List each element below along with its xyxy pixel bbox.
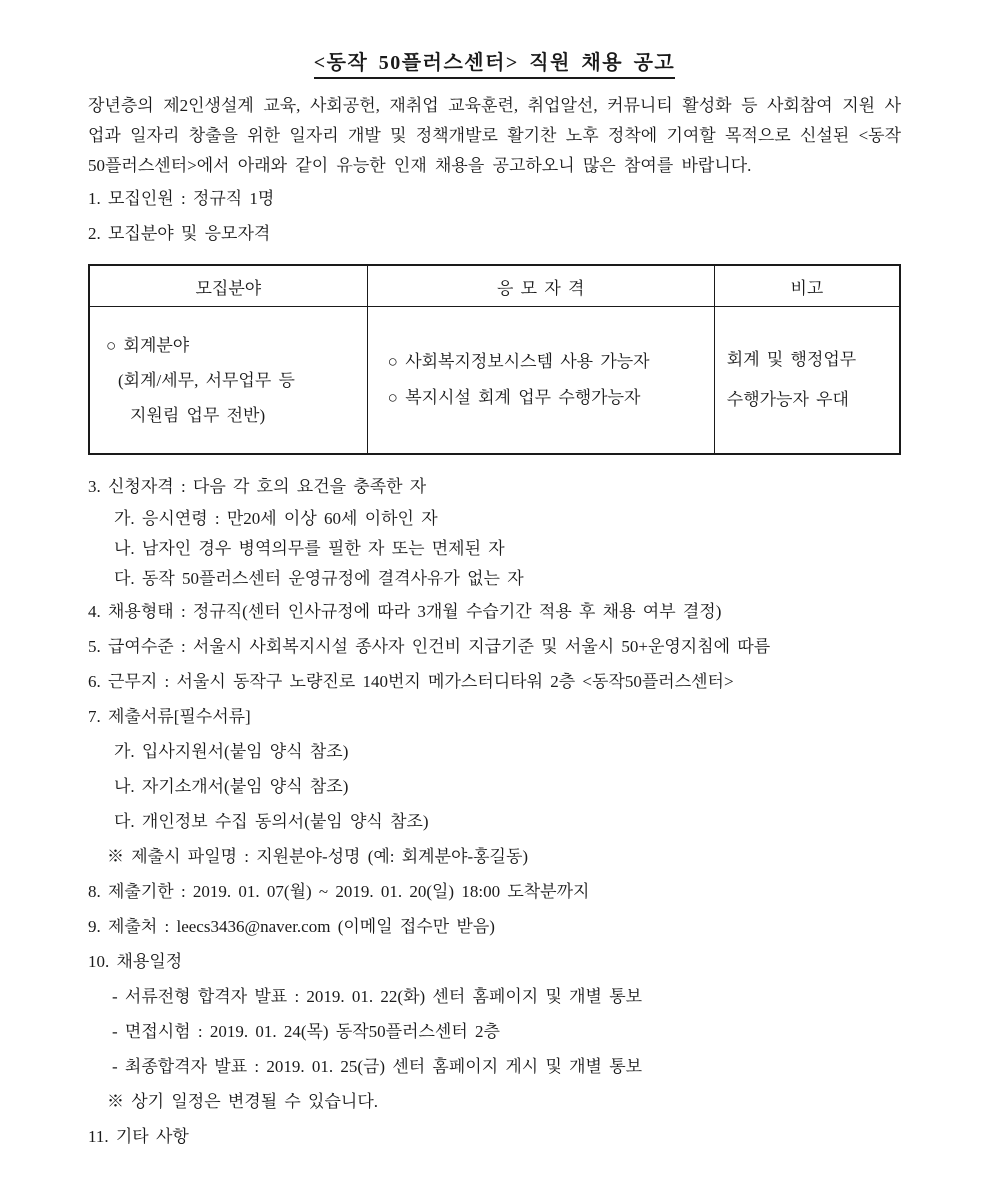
list-subitem-privacy-consent: 다. 개인정보 수집 동의서(붙임 양식 참조)	[114, 812, 429, 831]
list-item-submission-deadline: 8. 제출기한 : 2019. 01. 07(월) ~ 2019. 01. 20(일) 18:00 도착분까지	[88, 882, 590, 901]
list-item-hiring-schedule: 10. 채용일정	[88, 952, 183, 971]
list-item-required-documents: 7. 제출서류[필수서류]	[88, 707, 251, 726]
list-item-work-location: 6. 근무지 : 서울시 동작구 노량진로 140번지 메가스터디타워 2층 <동작50플러스센터>	[88, 672, 734, 691]
list-subitem-self-introduction: 나. 자기소개서(붙임 양식 참조)	[114, 777, 349, 796]
cell-note	[714, 307, 900, 455]
note-line: 수행가능자 우대	[726, 390, 849, 409]
table-row	[89, 307, 900, 455]
recruit-field-line: (회계/세무, 서무업무 등	[118, 370, 295, 390]
cell-qualifications	[367, 307, 714, 455]
table-header-note: 비고	[714, 265, 900, 307]
cell-recruit-field	[89, 307, 367, 455]
list-subitem-military-service: 나. 남자인 경우 병역의무를 필한 자 또는 면제된 자	[114, 539, 505, 558]
table-header-recruit-field: 모집분야	[89, 265, 367, 307]
qualification-line: ○ 사회복지정보시스템 사용 가능자	[387, 352, 650, 371]
table-header-qualifications: 응 모 자 격	[367, 265, 714, 307]
list-subitem-age-requirement: 가. 응시연령 : 만20세 이상 60세 이하인 자	[114, 509, 438, 528]
recruit-field-line: 지원림 업무 전반)	[130, 405, 266, 425]
list-item-employment-type: 4. 채용형태 : 정규직(센터 인사규정에 따라 3개월 수습기간 적용 후 채용 여부 결정)	[88, 602, 722, 621]
note-schedule-change: ※ 상기 일정은 변경될 수 있습니다.	[107, 1092, 378, 1111]
intro-paragraph: 장년층의 제2인생설계 교육, 사회공헌, 재취업 교육훈련, 취업알선, 커뮤니티 활성화 등 사회참여 지원 사업과 일자리 창출을 위한 일자리 개발 및 정책개발로 활기찬 노후 정착에 기여할 목적으로 신설된 <동작 50플러스센터>에서 아래와 같이 유능한 인재 채용을 공고하오니 많은 참여를 바랍니다.	[88, 96, 901, 175]
list-subitem-no-disqualification: 다. 동작 50플러스센터 운영규정에 결격사유가 없는 자	[114, 569, 524, 588]
note-line: 회계 및 행정업무	[726, 350, 857, 369]
document-title: <동작 50플러스센터> 직원 채용 공고	[314, 50, 675, 79]
schedule-final-announcement: - 최종합격자 발표 : 2019. 01. 25(금) 센터 홈페이지 게시 및 개별 통보	[112, 1057, 643, 1076]
schedule-document-screening: - 서류전형 합격자 발표 : 2019. 01. 22(화) 센터 홈페이지 및 개별 통보	[112, 987, 643, 1006]
list-subitem-application-form: 가. 입사지원서(붙임 양식 참조)	[114, 742, 349, 761]
schedule-interview: - 면접시험 : 2019. 01. 24(목) 동작50플러스센터 2층	[112, 1022, 500, 1041]
list-item-recruit-field-heading: 2. 모집분야 및 응모자격	[88, 224, 271, 243]
list-item-recruit-count: 1. 모집인원 : 정규직 1명	[88, 189, 275, 208]
list-item-other-matters: 11. 기타 사항	[88, 1127, 189, 1146]
table-header-row	[89, 265, 900, 307]
list-item-application-eligibility: 3. 신청자격 : 다음 각 호의 요건을 충족한 자	[88, 477, 427, 496]
title-row	[88, 50, 901, 79]
note-file-naming: ※ 제출시 파일명 : 지원분야-성명 (예: 회계분야-홍길동)	[107, 847, 529, 866]
list-item-salary-level: 5. 급여수준 : 서울시 사회복지시설 종사자 인건비 지급기준 및 서울시 50+운영지침에 따름	[88, 637, 771, 656]
list-item-submission-email: 9. 제출처 : leecs3436@naver.com (이메일 접수만 받음)	[88, 917, 495, 936]
qualification-line: ○ 복지시설 회계 업무 수행가능자	[387, 388, 641, 407]
recruitment-table	[88, 264, 901, 455]
recruit-field-line: ○ 회계분야	[106, 335, 190, 355]
